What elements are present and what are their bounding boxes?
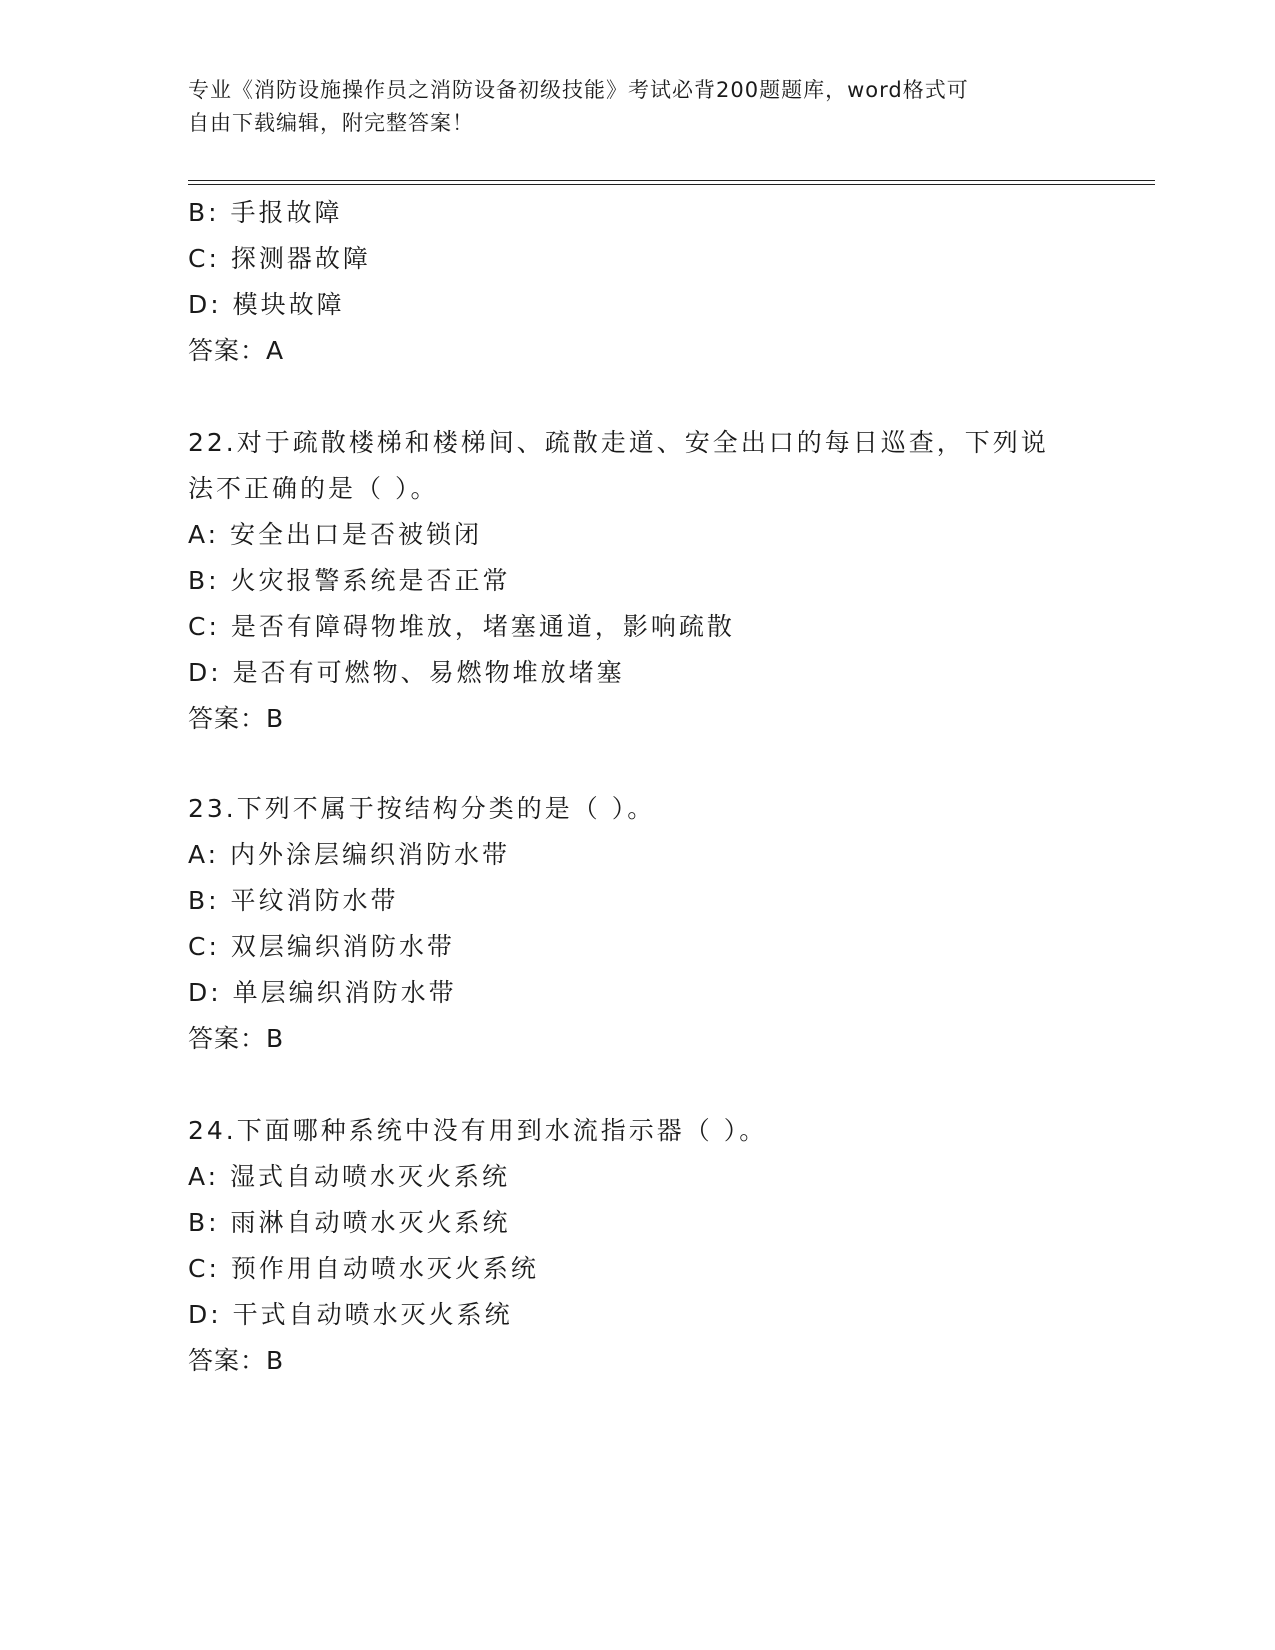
header-title-line-1: 专业《消防设施操作员之消防设备初级技能》考试必背200题题库，word格式可 (188, 78, 969, 102)
option-d: D: 单层编织消防水带 (188, 978, 457, 1007)
header-title-line-2: 自由下载编辑，附完整答案！ (188, 111, 474, 135)
option-d: D: 是否有可燃物、易燃物堆放堵塞 (188, 658, 625, 687)
spacer (188, 374, 1088, 420)
question-stem-continued: 法不正确的是（ ）。 (188, 474, 439, 503)
option-b: B: 平纹消防水带 (188, 886, 399, 915)
option-d: D: 模块故障 (188, 290, 345, 319)
document-header (188, 74, 1068, 140)
option-a: A: 湿式自动喷水灭火系统 (188, 1162, 511, 1191)
option-c: C: 双层编织消防水带 (188, 932, 455, 961)
answer: 答案：B (188, 704, 285, 733)
answer: 答案：B (188, 1024, 285, 1053)
option-b: B: 雨淋自动喷水灭火系统 (188, 1208, 511, 1237)
question-stem: 24.下面哪种系统中没有用到水流指示器（ ）。 (188, 1116, 768, 1145)
option-d: D: 干式自动喷水灭火系统 (188, 1300, 513, 1329)
question-stem: 22.对于疏散楼梯和楼梯间、疏散走道、安全出口的每日巡查，下列说 (188, 428, 1049, 457)
option-a: A: 内外涂层编织消防水带 (188, 840, 511, 869)
option-c: C: 预作用自动喷水灭火系统 (188, 1254, 539, 1283)
spacer (188, 1062, 1088, 1108)
spacer (188, 742, 1088, 786)
option-b: B: 火灾报警系统是否正常 (188, 566, 511, 595)
option-a: A: 安全出口是否被锁闭 (188, 520, 483, 549)
question-24 (188, 1108, 1088, 1384)
header-divider (188, 180, 1155, 185)
question-stem: 23.下列不属于按结构分类的是（ ）。 (188, 794, 656, 823)
answer: 答案：A (188, 336, 285, 365)
option-c: C: 探测器故障 (188, 244, 371, 273)
question-21 (188, 190, 1088, 374)
answer: 答案：B (188, 1346, 285, 1375)
question-22 (188, 420, 1088, 742)
option-c: C: 是否有障碍物堆放，堵塞通道，影响疏散 (188, 612, 735, 641)
option-b: B: 手报故障 (188, 198, 343, 227)
question-list (188, 190, 1088, 1384)
question-23 (188, 786, 1088, 1062)
